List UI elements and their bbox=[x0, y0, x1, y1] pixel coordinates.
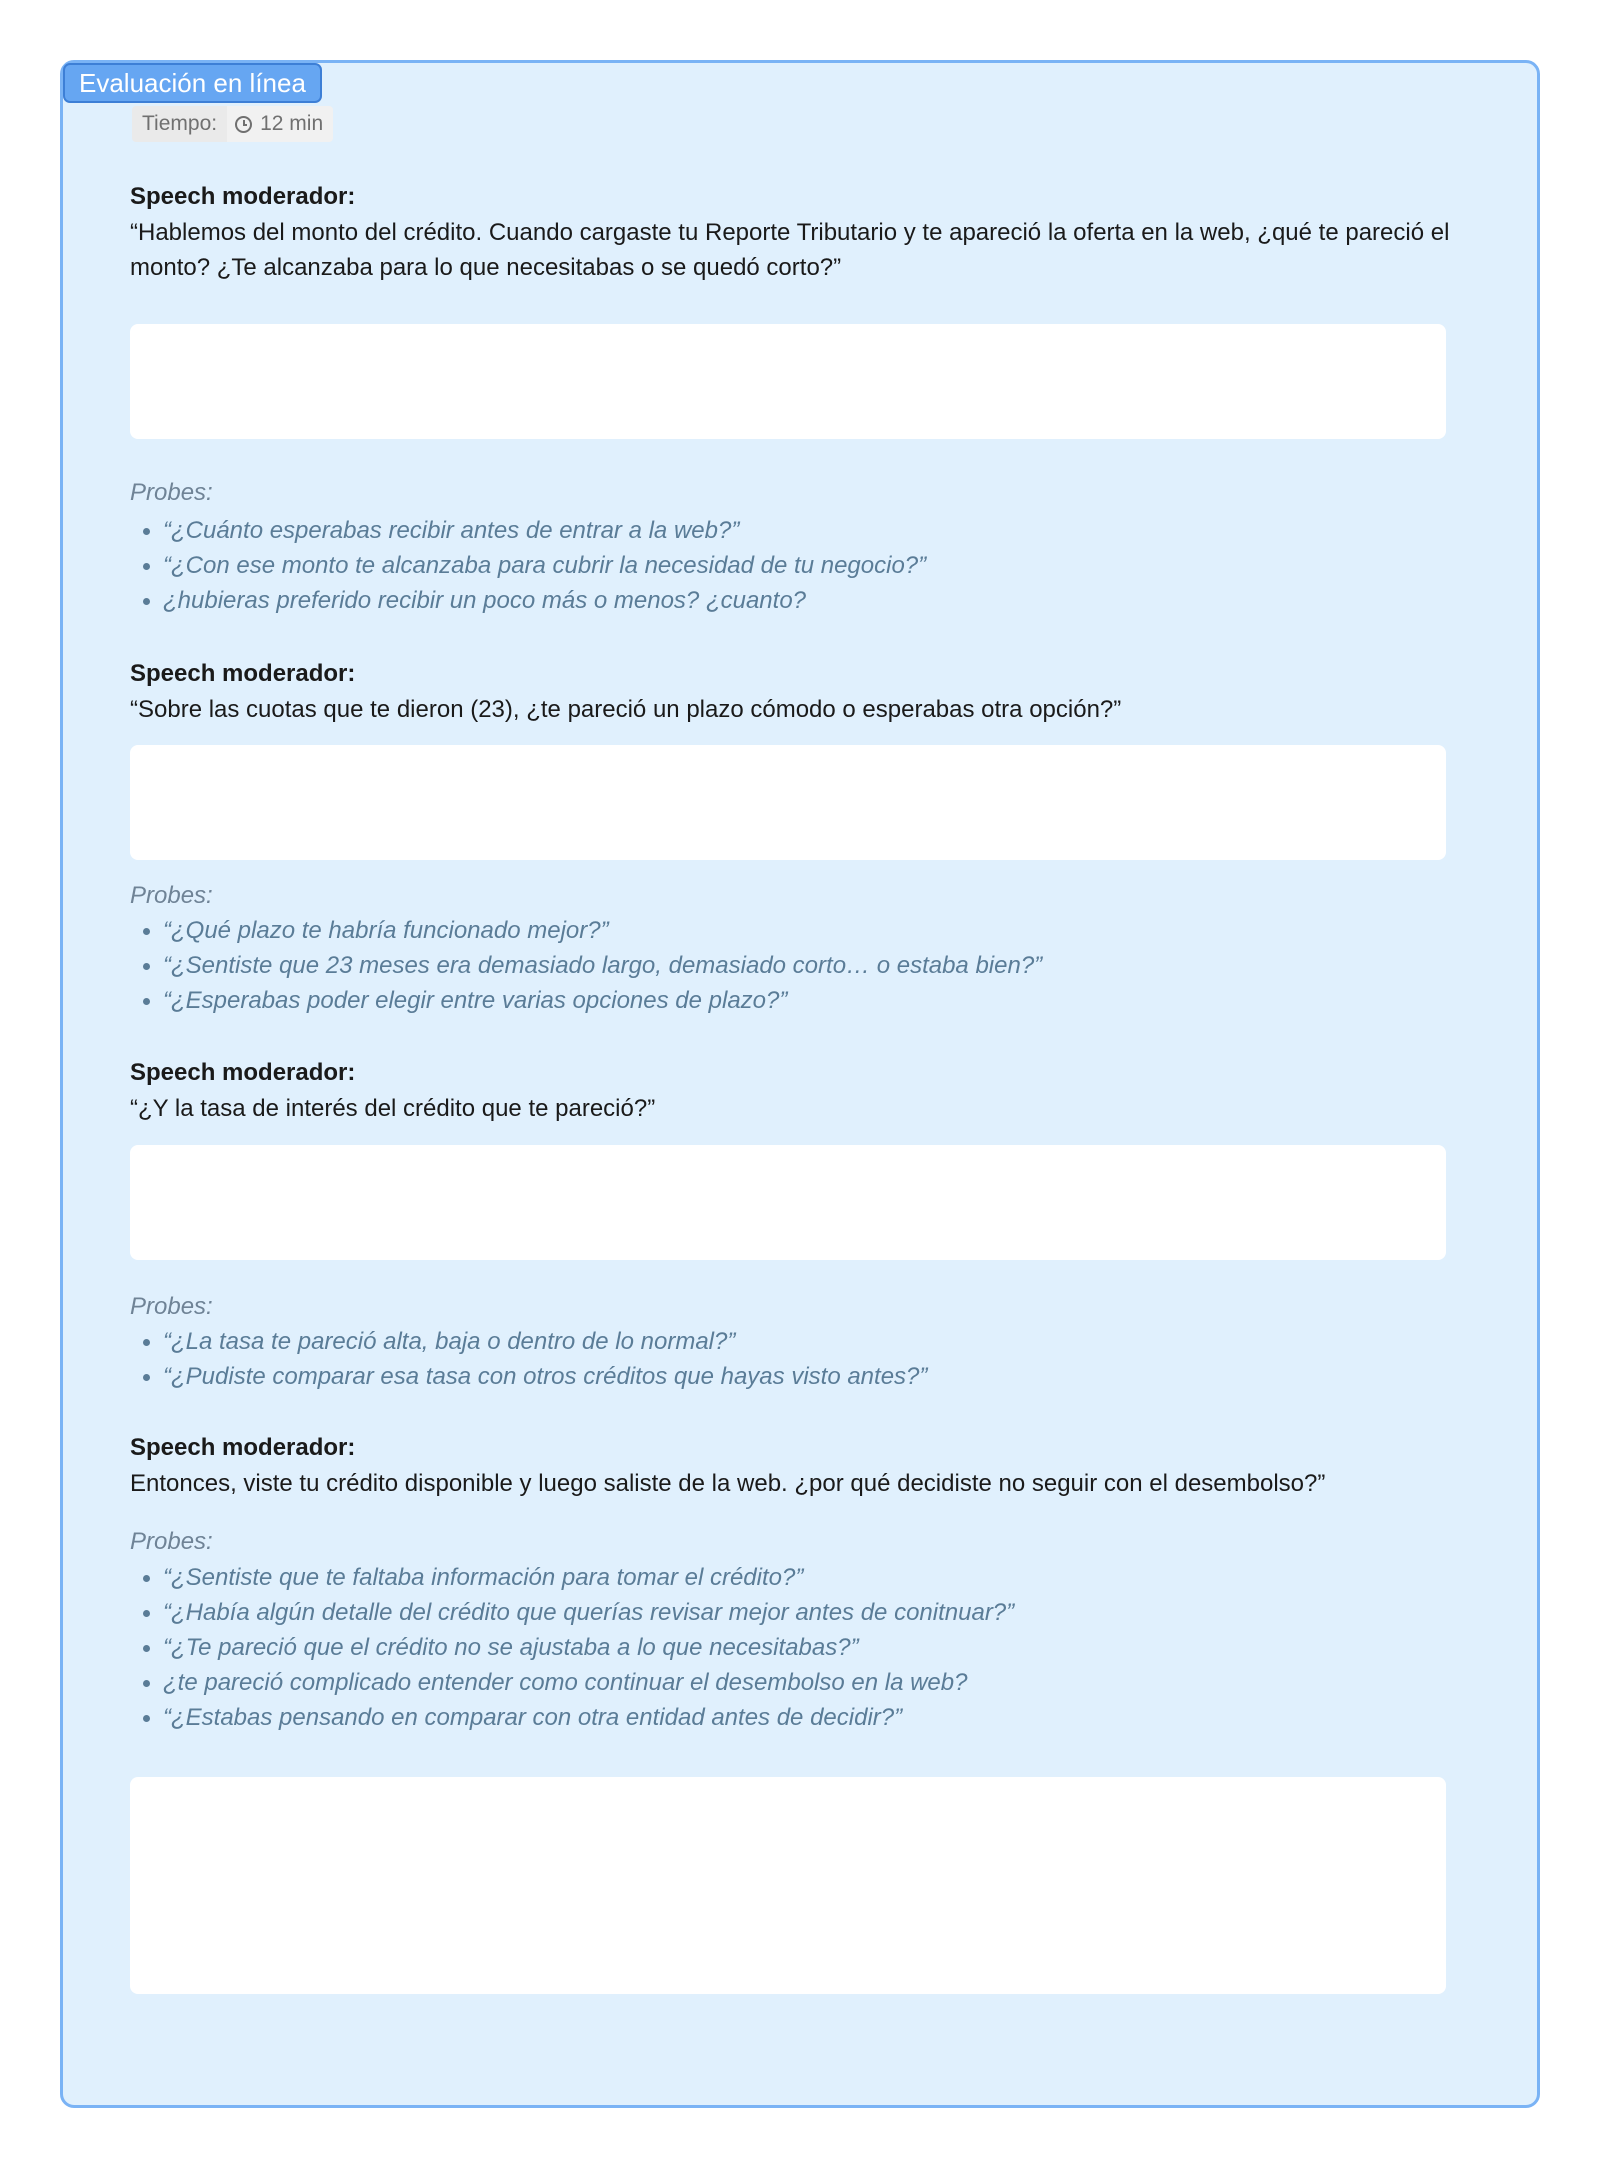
probe-item: “¿Esperabas poder elegir entre varias opciones de plazo?” bbox=[130, 983, 1042, 1018]
probe-item: “¿Qué plazo te habría funcionado mejor?” bbox=[130, 913, 1042, 948]
section-4-probes-title: Probes: bbox=[130, 1528, 213, 1555]
timer-value: 12 min bbox=[260, 112, 324, 135]
section-2-answer-box[interactable] bbox=[130, 745, 1446, 860]
section-1-probes-title: Probes: bbox=[130, 479, 213, 506]
section-1-speech: “Hablemos del monto del crédito. Cuando cargaste tu Reporte Tributario y te apareció la oferta en la web, ¿qué te pareció el monto? ¿Te alcanzaba para lo que necesitabas o se quedó corto?” bbox=[130, 219, 1450, 281]
probe-item: “¿La tasa te pareció alta, baja o dentro de lo normal?” bbox=[130, 1324, 927, 1359]
frame-title[interactable]: Evaluación en línea bbox=[63, 63, 322, 103]
probe-item: “¿Sentiste que 23 meses era demasiado largo, demasiado corto… o estaba bien?” bbox=[130, 948, 1042, 983]
timer-badge bbox=[132, 106, 333, 142]
section-4-answer-box[interactable] bbox=[130, 1777, 1446, 1994]
probe-item: “¿Te pareció que el crédito no se ajustaba a lo que necesitabas?” bbox=[130, 1630, 1014, 1665]
section-3-probes-title: Probes: bbox=[130, 1293, 213, 1320]
section-4-probes-list bbox=[130, 1560, 1014, 1735]
clock-icon bbox=[235, 116, 252, 133]
timer-value-wrap bbox=[227, 106, 333, 142]
probe-item: “¿Pudiste comparar esa tasa con otros créditos que hayas visto antes?” bbox=[130, 1359, 927, 1394]
section-2-speaker: Speech moderador: bbox=[130, 660, 356, 687]
probe-item: “¿Había algún detalle del crédito que querías revisar mejor antes de conitnuar?” bbox=[130, 1595, 1014, 1630]
section-4-speech: Entonces, viste tu crédito disponible y luego saliste de la web. ¿por qué decidiste no seguir con el desembolso?” bbox=[130, 1470, 1326, 1497]
section-3-probes-list bbox=[130, 1324, 927, 1394]
probe-item: ¿te pareció complicado entender como continuar el desembolso en la web? bbox=[130, 1665, 1014, 1700]
timer-label: Tiempo: bbox=[132, 106, 227, 142]
probe-item: “¿Cuánto esperabas recibir antes de entrar a la web?” bbox=[130, 513, 926, 548]
section-3-answer-box[interactable] bbox=[130, 1145, 1446, 1260]
probe-item: ¿hubieras preferido recibir un poco más o menos? ¿cuanto? bbox=[130, 583, 926, 618]
section-1-speaker: Speech moderador: bbox=[130, 183, 356, 210]
section-2-probes-title: Probes: bbox=[130, 882, 213, 909]
probe-item: “¿Con ese monto te alcanzaba para cubrir la necesidad de tu negocio?” bbox=[130, 548, 926, 583]
section-1-probes-list bbox=[130, 513, 926, 618]
section-3-speech: “¿Y la tasa de interés del crédito que te pareció?” bbox=[130, 1095, 656, 1122]
probe-item: “¿Estabas pensando en comparar con otra entidad antes de decidir?” bbox=[130, 1700, 1014, 1735]
section-4-speaker: Speech moderador: bbox=[130, 1434, 356, 1461]
section-3-speaker: Speech moderador: bbox=[130, 1059, 356, 1086]
section-2-probes-list bbox=[130, 913, 1042, 1018]
probe-item: “¿Sentiste que te faltaba información para tomar el crédito?” bbox=[130, 1560, 1014, 1595]
section-1-answer-box[interactable] bbox=[130, 324, 1446, 439]
section-2-speech: “Sobre las cuotas que te dieron (23), ¿te pareció un plazo cómodo o esperabas otra opción?” bbox=[130, 696, 1122, 723]
